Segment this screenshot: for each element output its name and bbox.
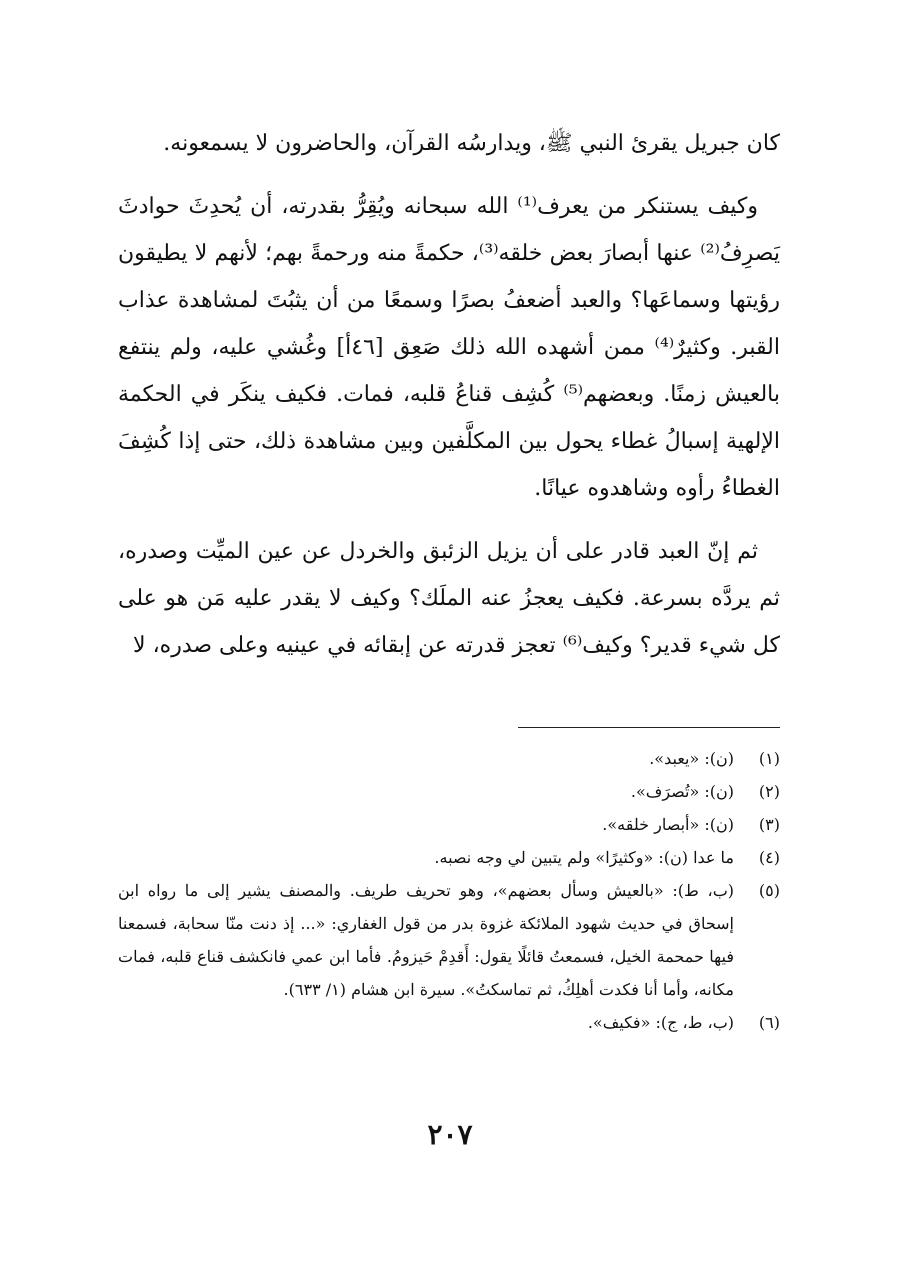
footnote-number: (٢) xyxy=(758,782,780,801)
footnotes xyxy=(118,742,780,1039)
main-text xyxy=(118,120,780,685)
paragraph-3: ثم إنّ العبد قادر على أن يزيل الزئبق والخردل عن عين الميِّت وصدره، ثم يردَّه بسرعة. فكيف يعجزُ عنه الملَك؟ وكيف لا يقدر عليه مَن هو على كل شيء قدير؟ وكيف⁽⁶⁾ تعجز قدرته عن إبقائه في عينيه وعلى صدره، لا xyxy=(118,539,780,658)
footnote-text: ما عدا (ن): «وكثيرًا» ولم يتبين لي وجه نصبه. xyxy=(434,848,734,867)
paragraph-2: وكيف يستنكر من يعرف⁽¹⁾ الله سبحانه ويُقِرُّ بقدرته، أن يُحدِثَ حوادثَ يَصرِفُ⁽²⁾ عنها أبصارَ بعض خلقه⁽³⁾، حكمةً منه ورحمةً بهم؛ لأنهم لا يطيقون رؤيتها وسماعَها؟ والعبد أضعفُ بصرًا وسمعًا من أن يثبُتَ لمشاهدة عذاب القبر. وكثيرٌ⁽⁴⁾ ممن أشهده الله ذلك صَعِق [٤٦أ] وغُشي عليه، ولم ينتفع بالعيش زمنًا. وبعضهم⁽⁵⁾ كُشِف قناعُ قلبه، فمات. فكيف ينكَر في الحكمة الإلهية إسبالُ غطاء يحول بين المكلَّفين وبين مشاهدة ذلك، حتى إذا كُشِفَ الغطاءُ رأوه وشاهدوه عيانًا. xyxy=(118,194,780,501)
footnote-number: (٦) xyxy=(758,1013,780,1032)
footnote-number: (٤) xyxy=(758,848,780,867)
paragraph-1: كان جبريل يقرئ النبي ﷺ، ويدارسُه القرآن، والحاضرون لا يسمعونه. xyxy=(163,131,780,156)
footnote-4 xyxy=(118,841,780,874)
footnote-number: (١) xyxy=(758,749,780,768)
footnote-3 xyxy=(118,808,780,841)
footnote-1 xyxy=(118,742,780,775)
footnote-6 xyxy=(118,1006,780,1039)
footnote-text: (ب، ط): «بالعيش وسأل بعضهم»، وهو تحريف طريف. والمصنف يشير إلى ما رواه ابن إسحاق في حديث شهود الملائكة غزوة بدر من قول الغفاري: «... إذ دنت منّا سحابة، فسمعنا فيها حمحمة الخيل، فسمعتُ قائلًا يقول: أَقدِمْ حَيزومُ. فأما ابن عمي فانكشف قناع قلبه، فمات مكانه، وأما أنا فكدت أهلِكُ، ثم تماسكتُ». سيرة ابن هشام (١/ ٦٣٣). xyxy=(118,881,734,999)
footnote-text: (ن): «أبصار خلقه». xyxy=(602,815,734,834)
footnote-separator xyxy=(518,727,780,728)
footnote-text: (ن): «يعبد». xyxy=(649,749,734,768)
footnote-text: (ب، ط، ج): «فكيف». xyxy=(587,1013,734,1032)
footnote-number: (٣) xyxy=(758,815,780,834)
footnote-5 xyxy=(118,874,780,1006)
page-number: ٢٠٧ xyxy=(427,1118,473,1151)
footnote-2 xyxy=(118,775,780,808)
footnote-number: (٥) xyxy=(758,881,780,900)
footnote-text: (ن): «تُصرَف». xyxy=(630,782,734,801)
